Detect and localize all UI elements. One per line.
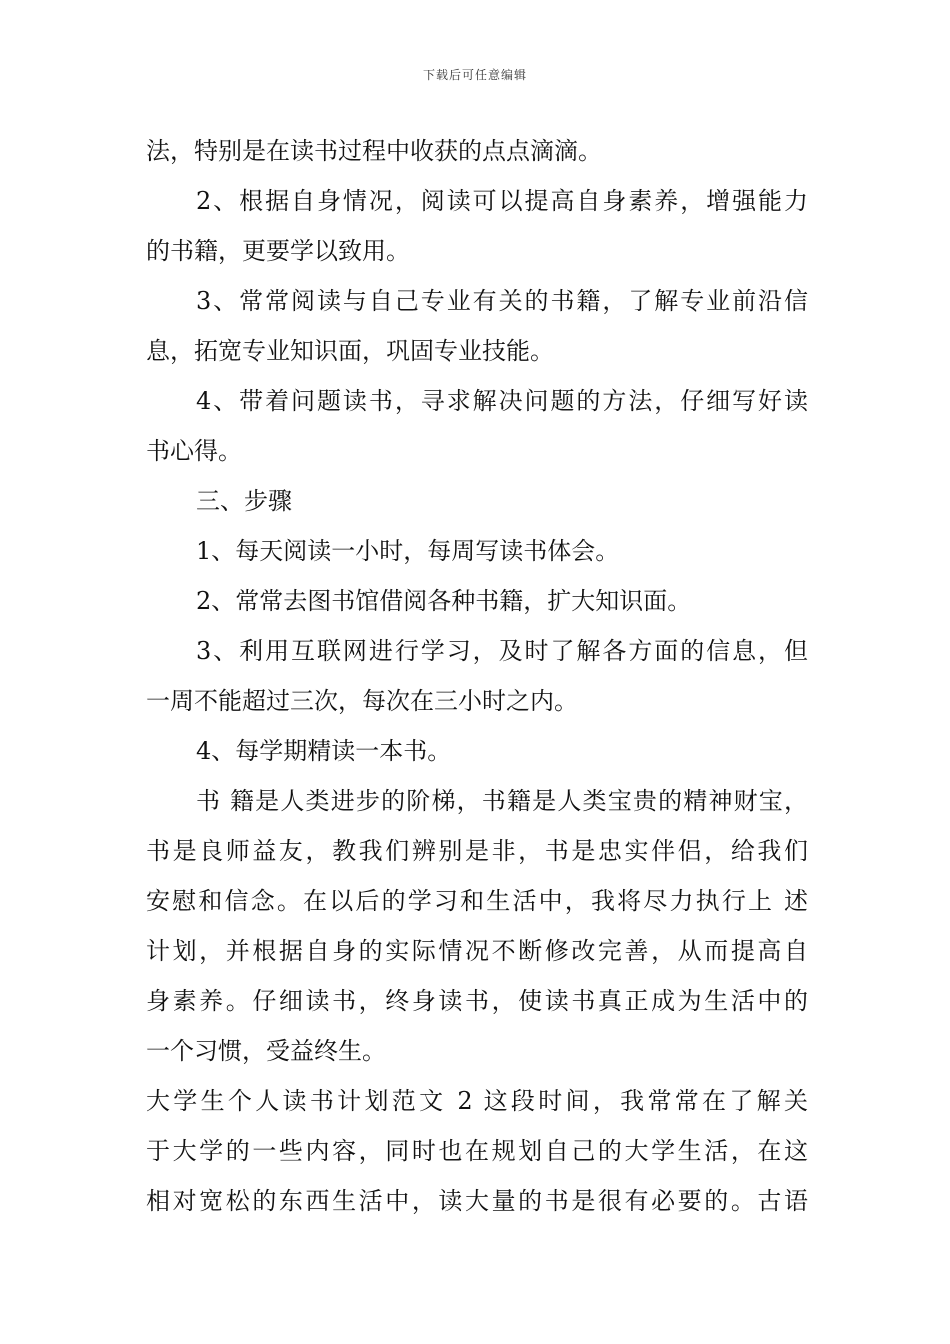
text-line: 相对宽松的东西生活中，读大量的书是很有必要的。古语 [146,1187,808,1215]
text-line: 3、利用互联网进行学习，及时了解各方面的信息，但 [196,637,808,665]
text-line: 2、根据自身情况，阅读可以提高自身素养，增强能力 [196,187,808,215]
text-line: 1、每天阅读一小时，每周写读书体会。 [196,537,620,565]
text-line: 4、带着问题读书，寻求解决问题的方法，仔细写好读 [196,387,808,415]
text-line: 书 籍是人类进步的阶梯，书籍是人类宝贵的精神财宝， [196,787,808,815]
document-body [146,126,808,1226]
text-line: 2、常常去图书馆借阅各种书籍，扩大知识面。 [196,587,692,615]
text-line: 4、每学期精读一本书。 [196,737,452,765]
text-line: 计划，并根据自身的实际情况不断修改完善，从而提高自 [146,937,808,965]
text-line: 法，特别是在读书过程中收获的点点滴滴。 [146,137,602,165]
text-line: 的书籍，更要学以致用。 [146,237,410,265]
page-header: 下载后可任意编辑 [422,68,527,82]
text-line: 书心得。 [146,437,242,465]
text-line: 于大学的一些内容，同时也在规划自己的大学生活，在这 [146,1137,808,1165]
text-line: 3、常常阅读与自己专业有关的书籍，了解专业前沿信 [196,287,808,315]
text-line: 一周不能超过三次，每次在三小时之内。 [146,687,578,715]
text-line: 身素养。仔细读书，终身读书，使读书真正成为生活中的 [146,987,808,1015]
article-title-line: 大学生个人读书计划范文 2 这段时间，我常常在了解关 [146,1087,808,1115]
text-line: 一个习惯，受益终生。 [146,1037,386,1065]
text-line: 安慰和信念。在以后的学习和生活中，我将尽力执行上 述 [146,887,808,915]
text-line: 息，拓宽专业知识面，巩固专业技能。 [146,337,554,365]
section-heading: 三、步骤 [196,487,292,515]
text-line: 书是良师益友，教我们辨别是非，书是忠实伴侣，给我们 [146,837,808,865]
